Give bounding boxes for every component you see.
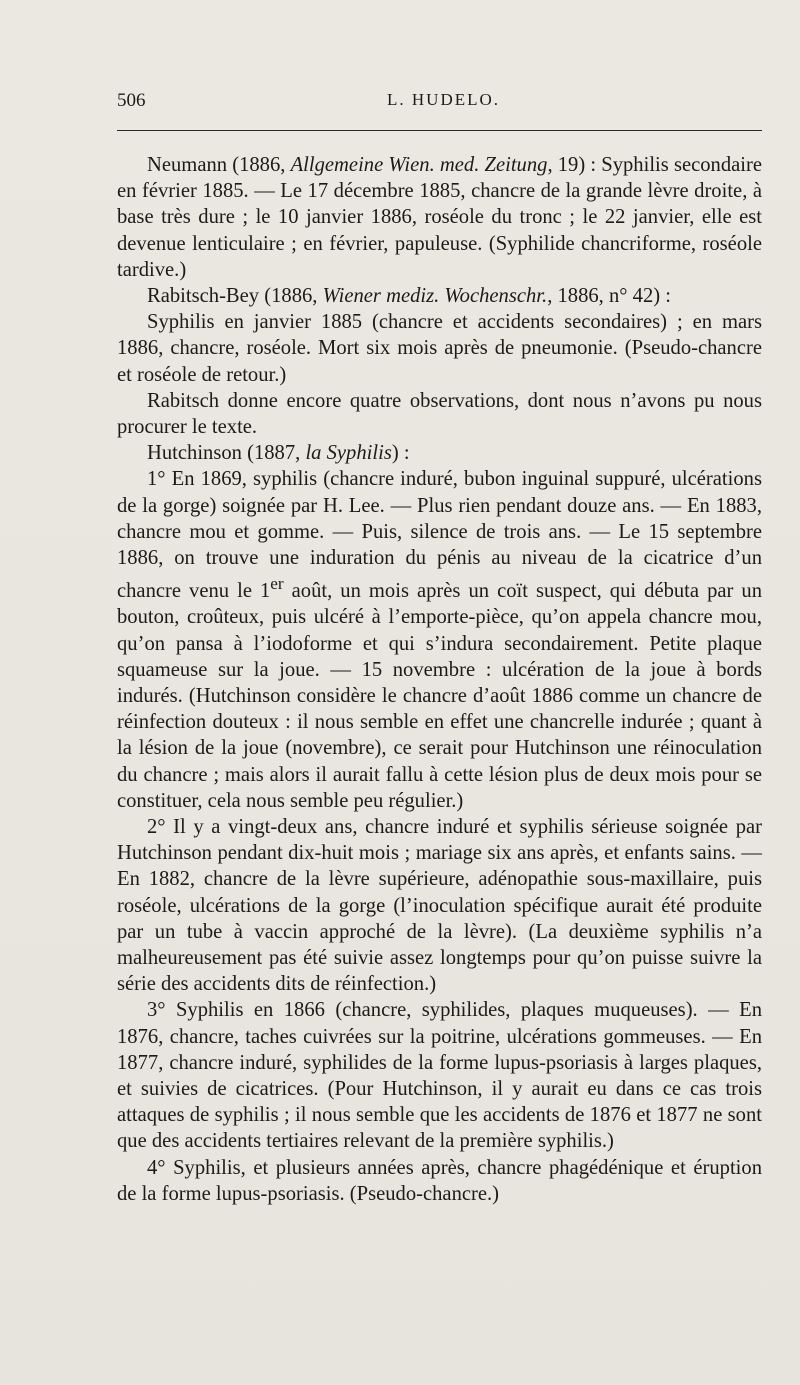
paragraph: 1° En 1869, syphilis (chancre induré, bubon inguinal suppuré, ulcérations de la gorge) soignée par H. Lee. — Plus rien pendant douze ans. — En 1883, chancre mou et gomme. — Puis, silence de trois ans. — Le 15 septembre 1886, on trouve une induration du pénis au niveau de la cicatrice d’un chancre venu le 1er août, un mois après un coït suspect, qui débuta par un bouton, croûteux, puis ulcéré à l’emporte-pièce, qu’on appela chancre mou, qu’on pansa à l’iodoforme et qui s’indura secondairement. Petite plaque squameuse sur la joue. — 15 novembre : ulcération de la joue à bords indurés. (Hutchinson considère le chancre d’août 1886 comme un chancre de réinfection douteux : il nous semble en effet une chancrelle indurée ; quant à la lésion de la joue (novembre), ce serait pour Hutchinson une réinoculation du chancre ; mais alors il aurait fallu à cette lésion plus de deux mois pour se constituer, cela nous semble peu régulier.) xyxy=(117,468,762,812)
running-head: L. HUDELO. xyxy=(387,90,501,109)
paragraph: 2° Il y a vingt-deux ans, chancre induré et syphilis sérieuse soignée par Hutchinson pendant dix-huit mois ; mariage six ans après, et enfants sains. — En 1882, chancre de la lèvre supérieure, adénopathie sous-maxillaire, puis roséole, ulcérations de la gorge (l’inoculation spécifique aurait été produite par un tube à vaccin approché de la lèvre). (La deuxième syphilis n’a malheureusement pas été suivie assez longtemps pour qu’on puisse suivre la série des accidents dits de réinfection.) xyxy=(117,815,762,996)
page-number: 506 xyxy=(117,90,146,111)
paragraph: Neumann (1886, Allgemeine Wien. med. Zeitung, 19) : Syphilis secondaire en février 1885. — Le 17 décembre 1885, chancre de la grande lèvre droite, à base très dure ; le 10 janvier 1886, roséole du tronc ; le 22 janvier, elle est devenue lenticulaire ; en février, papuleuse. (Syphilide chancriforme, roséole tardive.) xyxy=(117,154,762,281)
paragraph: Rabitsch donne encore quatre observations, dont nous n’avons pu nous procurer le texte. xyxy=(117,389,762,439)
paragraph: Syphilis en janvier 1885 (chancre et accidents secondaires) ; en mars 1886, chancre, roséole. Mort six mois après de pneumonie. (Pseudo-chancre et roséole de retour.) xyxy=(117,311,762,386)
paragraph: Rabitsch-Bey (1886, Wiener mediz. Wochenschr., 1886, n° 42) : xyxy=(147,285,671,308)
page-header xyxy=(117,90,762,114)
body-text xyxy=(117,152,762,1207)
header-rule xyxy=(117,130,762,131)
paragraph: Hutchinson (1887, la Syphilis) : xyxy=(147,442,410,465)
paragraph: 3° Syphilis en 1866 (chancre, syphilides, plaques muqueuses). — En 1876, chancre, taches cuivrées sur la poitrine, ulcérations gommeuses. — En 1877, chancre induré, syphilides de la forme lupus-psoriasis à larges plaques, et suivies de cicatrices. (Pour Hutchinson, il y aurait eu dans ce cas trois attaques de syphilis ; il nous semble que les accidents de 1876 et 1877 ne sont que des accidents tertiaires relevant de la première syphilis.) xyxy=(117,999,762,1153)
paragraph: 4° Syphilis, et plusieurs années après, chancre phagédénique et éruption de la forme lupus-psoriasis. (Pseudo-chancre.) xyxy=(117,1156,762,1205)
